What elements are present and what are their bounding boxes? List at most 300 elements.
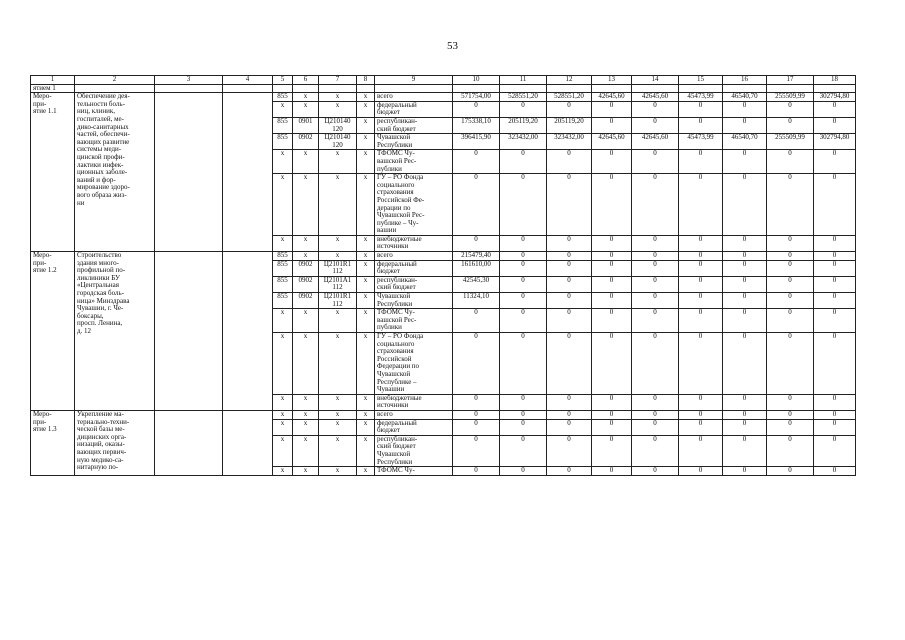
- target-item-code: Ц210140 120: [319, 134, 357, 150]
- amount-cell: 0: [500, 252, 547, 261]
- amount-cell: 0: [679, 419, 723, 435]
- funding-source: Чувашской Республики: [375, 293, 453, 309]
- column-number: 8: [357, 76, 375, 85]
- amount-cell: 0: [679, 174, 723, 236]
- responsible-code: x: [273, 101, 293, 117]
- responsible-code: x: [273, 309, 293, 333]
- amount-cell: 0: [453, 150, 500, 174]
- amount-cell: 0: [723, 394, 767, 410]
- amount-cell: 0: [632, 150, 679, 174]
- amount-cell: 45473,99: [679, 134, 723, 150]
- amount-cell: 0: [679, 333, 723, 395]
- responsible-code: 855: [273, 260, 293, 276]
- amount-cell: 0: [767, 394, 814, 410]
- section-code: x: [293, 150, 319, 174]
- column-number: 11: [500, 76, 547, 85]
- amount-cell: 0: [679, 235, 723, 251]
- empty-cell: [357, 84, 375, 93]
- amount-cell: 0: [679, 410, 723, 419]
- amount-cell: 0: [814, 410, 856, 419]
- amount-cell: 0: [632, 252, 679, 261]
- expense-type-code: x: [357, 467, 375, 476]
- section-code: x: [293, 235, 319, 251]
- column-number: 5: [273, 76, 293, 85]
- amount-cell: 0: [500, 394, 547, 410]
- amount-cell: 255509,99: [767, 134, 814, 150]
- amount-cell: 0: [632, 117, 679, 133]
- amount-cell: 0: [767, 235, 814, 251]
- amount-cell: 323432,00: [547, 134, 592, 150]
- amount-cell: 0: [592, 293, 632, 309]
- amount-cell: 175338,10: [453, 117, 500, 133]
- column-number: 10: [453, 76, 500, 85]
- measure-id: Меро- при- ятие 1.2: [31, 252, 75, 411]
- amount-cell: 0: [814, 252, 856, 261]
- section-code: 0902: [293, 276, 319, 292]
- column-number: 14: [632, 76, 679, 85]
- column-number: 18: [814, 76, 856, 85]
- expense-type-code: x: [357, 101, 375, 117]
- target-item-code: x: [319, 101, 357, 117]
- amount-cell: 0: [723, 333, 767, 395]
- amount-cell: 0: [632, 435, 679, 466]
- amount-cell: 0: [592, 276, 632, 292]
- expense-type-code: x: [357, 435, 375, 466]
- section-code: x: [293, 93, 319, 102]
- column-number: 7: [319, 76, 357, 85]
- amount-cell: 571754,00: [453, 93, 500, 102]
- target-item-code: x: [319, 435, 357, 466]
- target-item-code: x: [319, 235, 357, 251]
- amount-cell: 0: [632, 394, 679, 410]
- section-code: x: [293, 333, 319, 395]
- amount-cell: 528551,20: [547, 93, 592, 102]
- amount-cell: 0: [547, 260, 592, 276]
- amount-cell: 0: [592, 150, 632, 174]
- funding-source: республикан- ский бюджет: [375, 276, 453, 292]
- amount-cell: 0: [767, 150, 814, 174]
- amount-cell: 0: [632, 333, 679, 395]
- amount-cell: 0: [592, 117, 632, 133]
- amount-cell: 0: [814, 419, 856, 435]
- expense-type-code: x: [357, 309, 375, 333]
- responsible-code: 855: [273, 134, 293, 150]
- amount-cell: 0: [592, 260, 632, 276]
- amount-cell: 0: [592, 101, 632, 117]
- expense-type-code: x: [357, 134, 375, 150]
- amount-cell: 323432,00: [500, 134, 547, 150]
- empty-cell: [223, 93, 273, 252]
- amount-cell: 0: [767, 101, 814, 117]
- amount-cell: 0: [679, 435, 723, 466]
- section-code: x: [293, 435, 319, 466]
- amount-cell: 0: [767, 309, 814, 333]
- amount-cell: 205119,20: [500, 117, 547, 133]
- empty-cell: [679, 84, 723, 93]
- target-item-code: x: [319, 252, 357, 261]
- target-item-code: x: [319, 333, 357, 395]
- funding-source: федеральный бюджет: [375, 260, 453, 276]
- section-code: 0902: [293, 260, 319, 276]
- amount-cell: 0: [453, 419, 500, 435]
- responsible-code: 855: [273, 276, 293, 292]
- target-item-code: Ц2101R1 112: [319, 293, 357, 309]
- funding-source: ТФОМС Чу- вашской Рес- публики: [375, 309, 453, 333]
- empty-cell: [632, 84, 679, 93]
- expense-type-code: x: [357, 174, 375, 236]
- amount-cell: 0: [679, 150, 723, 174]
- amount-cell: 0: [547, 235, 592, 251]
- empty-cell: [223, 410, 273, 475]
- amount-cell: 255509,99: [767, 93, 814, 102]
- amount-cell: 42645,60: [632, 134, 679, 150]
- amount-cell: 0: [547, 394, 592, 410]
- amount-cell: 0: [632, 174, 679, 236]
- amount-cell: 0: [679, 252, 723, 261]
- amount-cell: 0: [723, 150, 767, 174]
- amount-cell: 0: [723, 260, 767, 276]
- amount-cell: 0: [723, 419, 767, 435]
- funding-source: Чувашской Республики: [375, 134, 453, 150]
- amount-cell: 0: [547, 101, 592, 117]
- amount-cell: 205119,20: [547, 117, 592, 133]
- amount-cell: 0: [547, 276, 592, 292]
- measure-name: Строительство здания много- профильной по- ликлиники БУ «Центральная городская боль- ница» Минздрава Чувашии, г. Че- боксары, просп. Ленина, д. 12: [75, 252, 155, 411]
- empty-cell: [319, 84, 357, 93]
- empty-cell: [814, 84, 856, 93]
- expense-type-code: x: [357, 293, 375, 309]
- amount-cell: 0: [814, 309, 856, 333]
- amount-cell: 0: [632, 235, 679, 251]
- expense-type-code: x: [357, 150, 375, 174]
- empty-cell: [592, 84, 632, 93]
- amount-cell: 0: [500, 309, 547, 333]
- amount-cell: 0: [679, 467, 723, 476]
- amount-cell: 0: [592, 333, 632, 395]
- responsible-code: x: [273, 235, 293, 251]
- amount-cell: 0: [723, 174, 767, 236]
- amount-cell: 0: [723, 435, 767, 466]
- amount-cell: 0: [592, 394, 632, 410]
- amount-cell: 0: [679, 276, 723, 292]
- amount-cell: 42545,30: [453, 276, 500, 292]
- amount-cell: 0: [814, 394, 856, 410]
- amount-cell: 302794,80: [814, 134, 856, 150]
- amount-cell: 0: [547, 150, 592, 174]
- expense-type-code: x: [357, 394, 375, 410]
- table-row: [31, 410, 856, 419]
- empty-cell: [155, 410, 223, 475]
- section-code: x: [293, 252, 319, 261]
- amount-cell: 42645,60: [632, 93, 679, 102]
- amount-cell: 0: [679, 101, 723, 117]
- table-row: [31, 252, 856, 261]
- amount-cell: 0: [723, 252, 767, 261]
- funding-source: внебюджетные источники: [375, 394, 453, 410]
- amount-cell: 0: [500, 333, 547, 395]
- funding-source: ТФОМС Чу-: [375, 467, 453, 476]
- amount-cell: 0: [814, 101, 856, 117]
- amount-cell: 0: [767, 260, 814, 276]
- funding-source: республикан- ский бюджет Чувашской Республики: [375, 435, 453, 466]
- amount-cell: 0: [500, 435, 547, 466]
- budget-table: [30, 75, 856, 476]
- amount-cell: 0: [632, 467, 679, 476]
- amount-cell: 0: [679, 394, 723, 410]
- empty-cell: [293, 84, 319, 93]
- amount-cell: 0: [679, 293, 723, 309]
- amount-cell: 0: [500, 150, 547, 174]
- responsible-code: x: [273, 394, 293, 410]
- amount-cell: 0: [500, 260, 547, 276]
- empty-cell: [767, 84, 814, 93]
- amount-cell: 215479,40: [453, 252, 500, 261]
- measure-id: Меро- при- ятие 1.1: [31, 93, 75, 252]
- amount-cell: 0: [814, 333, 856, 395]
- amount-cell: 0: [723, 235, 767, 251]
- amount-cell: 0: [453, 309, 500, 333]
- column-number: 16: [723, 76, 767, 85]
- expense-type-code: x: [357, 93, 375, 102]
- measure-id: Меро- при- ятие 1.3: [31, 410, 75, 475]
- expense-type-code: x: [357, 276, 375, 292]
- column-number: 6: [293, 76, 319, 85]
- amount-cell: 45473,99: [679, 93, 723, 102]
- section-code: x: [293, 101, 319, 117]
- section-code: x: [293, 467, 319, 476]
- amount-cell: 0: [592, 435, 632, 466]
- continuation-row: [31, 84, 856, 93]
- empty-cell: [723, 84, 767, 93]
- funding-source: всего: [375, 410, 453, 419]
- empty-cell: [223, 84, 273, 93]
- empty-cell: [375, 84, 453, 93]
- amount-cell: 0: [547, 309, 592, 333]
- amount-cell: 0: [814, 117, 856, 133]
- amount-cell: 161610,00: [453, 260, 500, 276]
- amount-cell: 0: [547, 333, 592, 395]
- empty-cell: [155, 252, 223, 411]
- section-code: x: [293, 309, 319, 333]
- amount-cell: 396415,90: [453, 134, 500, 150]
- amount-cell: 11324,10: [453, 293, 500, 309]
- amount-cell: 0: [767, 252, 814, 261]
- amount-cell: 0: [592, 309, 632, 333]
- responsible-code: x: [273, 150, 293, 174]
- target-item-code: Ц2101А1 112: [319, 276, 357, 292]
- amount-cell: 0: [592, 252, 632, 261]
- funding-source: республикан- ский бюджет: [375, 117, 453, 133]
- continuation-text: ятием 1: [31, 84, 75, 93]
- target-item-code: x: [319, 419, 357, 435]
- responsible-code: x: [273, 419, 293, 435]
- amount-cell: 0: [814, 235, 856, 251]
- empty-cell: [547, 84, 592, 93]
- amount-cell: 0: [767, 419, 814, 435]
- expense-type-code: x: [357, 260, 375, 276]
- amount-cell: 0: [500, 276, 547, 292]
- responsible-code: x: [273, 435, 293, 466]
- column-number-row: [31, 76, 856, 85]
- amount-cell: 0: [632, 309, 679, 333]
- amount-cell: 0: [723, 276, 767, 292]
- expense-type-code: x: [357, 419, 375, 435]
- target-item-code: x: [319, 467, 357, 476]
- empty-cell: [453, 84, 500, 93]
- target-item-code: x: [319, 93, 357, 102]
- responsible-code: x: [273, 333, 293, 395]
- target-item-code: x: [319, 410, 357, 419]
- amount-cell: 0: [500, 174, 547, 236]
- amount-cell: 0: [547, 467, 592, 476]
- measure-name: Обеспечение дея- тельности боль- ниц, клиник, госпиталей, ме- дико-санитарных частей, обеспечи- вающих развитие системы меди- цинской профи- лактики инфек- ционных заболе- ваний и фор- мирование здоро- вого образа жиз- ни: [75, 93, 155, 252]
- column-number: 3: [155, 76, 223, 85]
- empty-cell: [155, 84, 223, 93]
- amount-cell: 0: [547, 252, 592, 261]
- section-code: x: [293, 174, 319, 236]
- column-number: 17: [767, 76, 814, 85]
- column-number: 2: [75, 76, 155, 85]
- funding-source: ГУ – РО Фонда социального страхования Российской Фе- дерации по Чувашской Рес- публике – Чу- вашии: [375, 174, 453, 236]
- funding-source: всего: [375, 93, 453, 102]
- funding-source: всего: [375, 252, 453, 261]
- amount-cell: 0: [767, 117, 814, 133]
- amount-cell: 0: [592, 174, 632, 236]
- page-number: 53: [447, 40, 458, 52]
- amount-cell: 302794,80: [814, 93, 856, 102]
- amount-cell: 0: [453, 394, 500, 410]
- expense-type-code: x: [357, 410, 375, 419]
- funding-source: внебюджетные источники: [375, 235, 453, 251]
- amount-cell: 0: [500, 410, 547, 419]
- amount-cell: 0: [767, 293, 814, 309]
- amount-cell: 0: [814, 260, 856, 276]
- column-number: 12: [547, 76, 592, 85]
- column-number: 9: [375, 76, 453, 85]
- section-code: 0902: [293, 134, 319, 150]
- target-item-code: x: [319, 309, 357, 333]
- amount-cell: 0: [767, 276, 814, 292]
- amount-cell: 0: [679, 309, 723, 333]
- amount-cell: 0: [767, 435, 814, 466]
- empty-cell: [75, 84, 155, 93]
- amount-cell: 0: [814, 150, 856, 174]
- amount-cell: 0: [632, 276, 679, 292]
- amount-cell: 0: [500, 293, 547, 309]
- amount-cell: 0: [500, 419, 547, 435]
- amount-cell: 0: [592, 419, 632, 435]
- target-item-code: x: [319, 394, 357, 410]
- empty-cell: [155, 93, 223, 252]
- amount-cell: 0: [723, 309, 767, 333]
- empty-cell: [500, 84, 547, 93]
- expense-type-code: x: [357, 252, 375, 261]
- amount-cell: 0: [814, 435, 856, 466]
- amount-cell: 46540,70: [723, 93, 767, 102]
- amount-cell: 0: [632, 293, 679, 309]
- amount-cell: 528551,20: [500, 93, 547, 102]
- amount-cell: 0: [453, 101, 500, 117]
- target-item-code: x: [319, 150, 357, 174]
- amount-cell: 0: [453, 410, 500, 419]
- amount-cell: 0: [814, 276, 856, 292]
- empty-cell: [273, 84, 293, 93]
- amount-cell: 0: [723, 117, 767, 133]
- amount-cell: 0: [632, 419, 679, 435]
- amount-cell: 0: [592, 410, 632, 419]
- amount-cell: 0: [767, 174, 814, 236]
- amount-cell: 0: [500, 101, 547, 117]
- amount-cell: 0: [547, 410, 592, 419]
- amount-cell: 0: [723, 467, 767, 476]
- amount-cell: 0: [547, 293, 592, 309]
- amount-cell: 0: [723, 410, 767, 419]
- amount-cell: 0: [632, 101, 679, 117]
- amount-cell: 0: [679, 117, 723, 133]
- funding-source: федеральный бюджет: [375, 419, 453, 435]
- amount-cell: 42645,60: [592, 134, 632, 150]
- target-item-code: Ц210140 120: [319, 117, 357, 133]
- responsible-code: x: [273, 467, 293, 476]
- target-item-code: Ц2101R1 112: [319, 260, 357, 276]
- amount-cell: 0: [500, 467, 547, 476]
- responsible-code: x: [273, 410, 293, 419]
- section-code: x: [293, 410, 319, 419]
- amount-cell: 0: [453, 467, 500, 476]
- section-code: x: [293, 419, 319, 435]
- responsible-code: 855: [273, 252, 293, 261]
- amount-cell: 0: [453, 333, 500, 395]
- amount-cell: 42645,60: [592, 93, 632, 102]
- funding-source: ТФОМС Чу- вашской Рес- публики: [375, 150, 453, 174]
- expense-type-code: x: [357, 117, 375, 133]
- column-number: 15: [679, 76, 723, 85]
- expense-type-code: x: [357, 235, 375, 251]
- amount-cell: 0: [632, 410, 679, 419]
- empty-cell: [223, 252, 273, 411]
- column-number: 4: [223, 76, 273, 85]
- amount-cell: 0: [453, 235, 500, 251]
- amount-cell: 0: [767, 410, 814, 419]
- funding-source: федеральный бюджет: [375, 101, 453, 117]
- column-number: 1: [31, 76, 75, 85]
- amount-cell: 0: [592, 467, 632, 476]
- table-row: [31, 93, 856, 102]
- amount-cell: 0: [547, 174, 592, 236]
- amount-cell: 0: [592, 235, 632, 251]
- amount-cell: 0: [679, 260, 723, 276]
- section-code: x: [293, 394, 319, 410]
- responsible-code: 855: [273, 293, 293, 309]
- target-item-code: x: [319, 174, 357, 236]
- amount-cell: 0: [767, 333, 814, 395]
- section-code: 0902: [293, 293, 319, 309]
- amount-cell: 46540,70: [723, 134, 767, 150]
- amount-cell: 0: [814, 174, 856, 236]
- measure-name: Укрепление ма- териально-техни- ческой базы ме- дицинских орга- низаций, оказы- вающих первич- ную медико-са- нитарную по-: [75, 410, 155, 475]
- section-code: 0901: [293, 117, 319, 133]
- expense-type-code: x: [357, 333, 375, 395]
- amount-cell: 0: [500, 235, 547, 251]
- column-number: 13: [592, 76, 632, 85]
- responsible-code: x: [273, 174, 293, 236]
- funding-source: ГУ – РО Фонда социального страхования Российской Федерации по Чувашской Республике – Чувашии: [375, 333, 453, 395]
- responsible-code: 855: [273, 117, 293, 133]
- amount-cell: 0: [632, 260, 679, 276]
- amount-cell: 0: [814, 467, 856, 476]
- responsible-code: 855: [273, 93, 293, 102]
- amount-cell: 0: [814, 293, 856, 309]
